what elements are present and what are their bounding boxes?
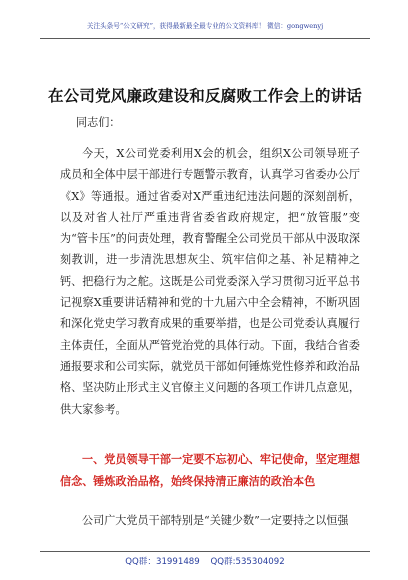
body-paragraph-1: 今天，X公司党委利用X会的机会，组织X公司领导班子成员和全体中层干部进行专题警示教育，认真学习省委办公厅《X》等通报。通过省委对X严重违纪违法问题的深刻剖析，以及对省人社厅严重违背省委省政府规定，把“放管服”变为“管卡压”的问责处理，教育警醒全公司党员干部从中汲取深刻教训，进一步清洗思想灰尘、筑牢信仰之基、补足精神之钙、把稳行为之舵。这既是公司党委深入学习贯彻习近平总书记视察X重要讲话精神和党的十九届六中全会精神，不断巩固和深化党史学习教育成果的重要举措，也是公司党委认真履行主体责任，全面从严管党治党的具体行动。下面，我结合省委通报要求和公司实际，就党员干部如何锤炼党性修养和政治品格、坚决防止形式主义官僚主义问题的各项工作讲几点意见，供大家参考。 [60, 147, 360, 416]
page-title: 在公司党风廉政建设和反腐败工作会上的讲话 [47, 87, 362, 105]
footer-qq-group-1: QQ群：31991489 [125, 557, 200, 567]
header-note: 关注头条号“公文研究”，获得最新最全最专业的公文资料库！ 微信：gongwenyj [86, 22, 324, 30]
footer-note [40, 555, 370, 567]
section-heading-1: 一、党员领导干部一定要不忘初心、牢记使命，坚定理想信念、锤炼政治品格，始终保持清正廉洁的政治本色 [60, 453, 360, 488]
footer-qq-group-2: QQ群:535304092 [210, 557, 285, 567]
greeting: 同志们： [76, 116, 121, 129]
footer-divider [40, 551, 370, 552]
header-divider [40, 38, 370, 39]
body-paragraph-2: 公司广大党员干部特别是“关键少数”一定要持之以恒强 [82, 514, 349, 527]
